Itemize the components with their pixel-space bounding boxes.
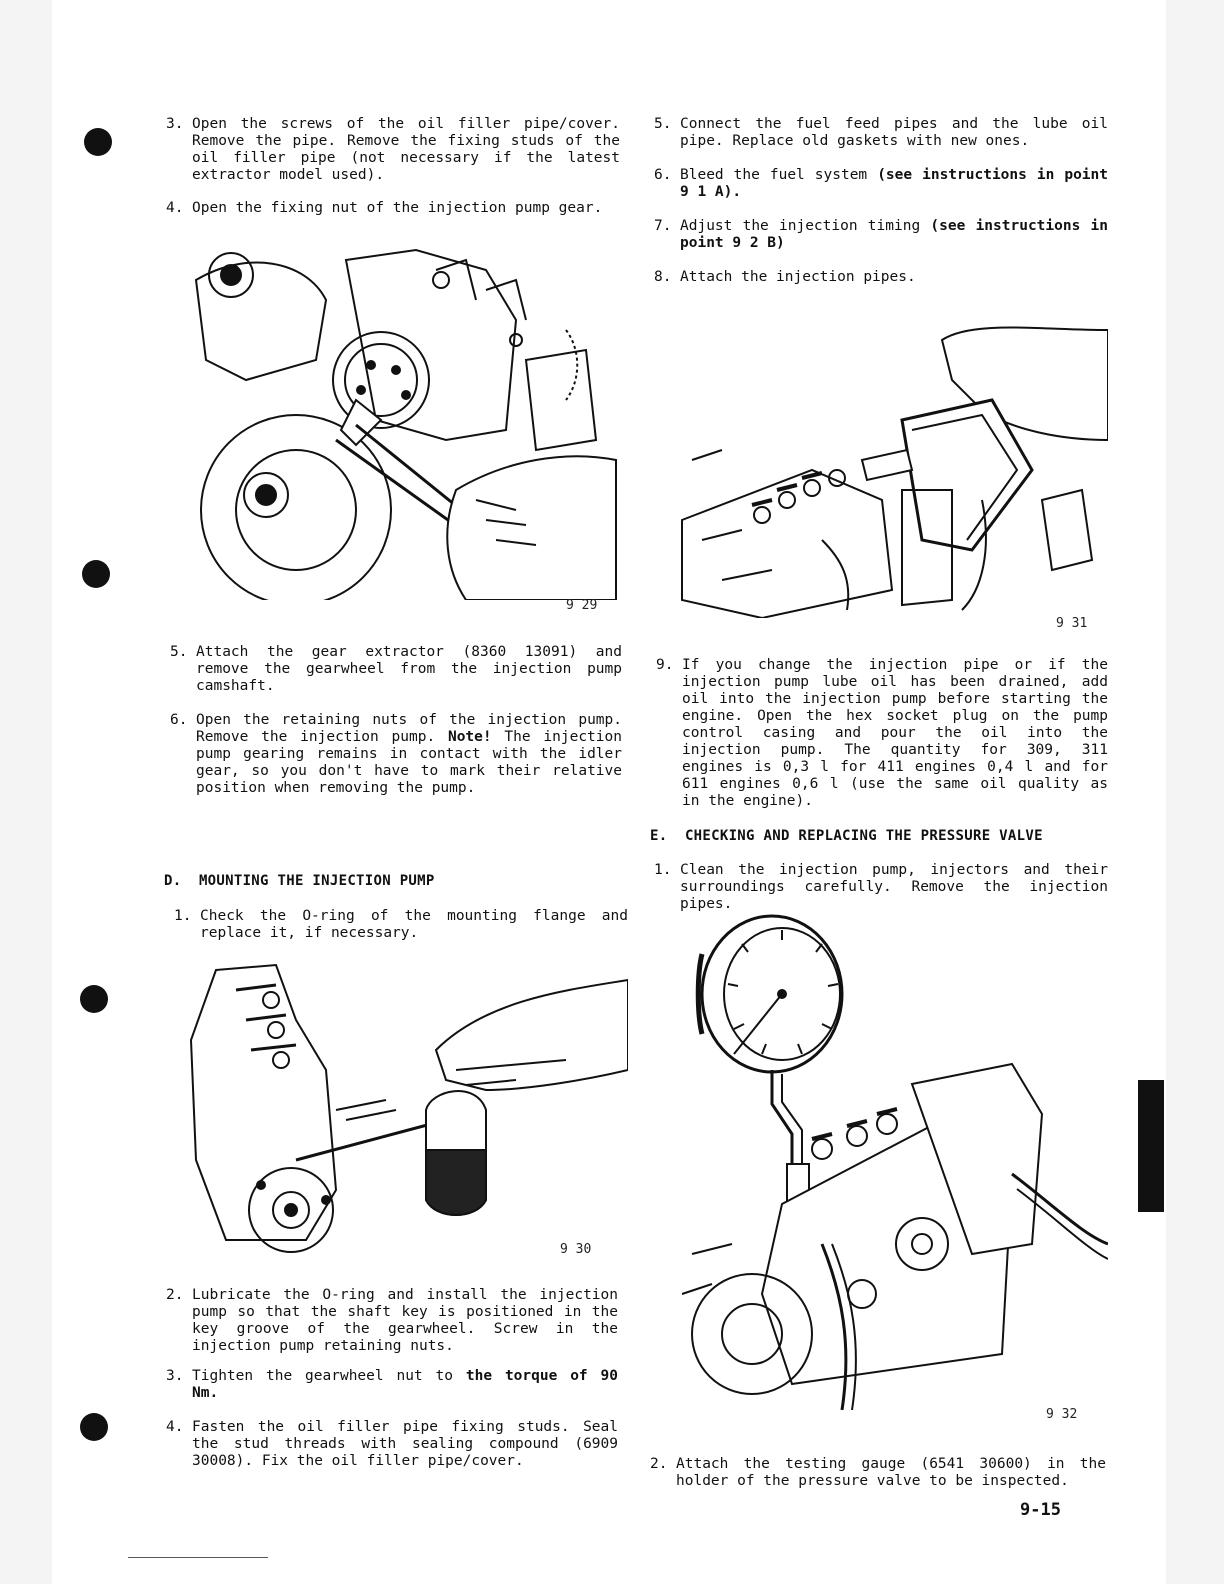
binder-hole-3 <box>80 985 108 1013</box>
figure-oil-pouring <box>662 300 1108 618</box>
step-e-2: 2. Attach the testing gauge (6541 30600) in the holder of the pressure valve to be inspected. <box>650 1456 1106 1489</box>
binder-hole-1 <box>84 128 112 156</box>
binder-hole-2 <box>82 560 110 588</box>
figure-oring-check <box>186 960 628 1256</box>
step-left-3b: 3. Tighten the gearwheel nut to the torque of 90 Nm. <box>166 1368 618 1401</box>
step-right-8: 8. Attach the injection pipes. <box>654 269 916 285</box>
step-right-9: 9. If you change the injection pipe or if the injection pump lube oil has been drained, add oil into the injection pump before starting the engine. Open the hex socket plug on the pump control casing and pour the oil into the injection pump. The quantity for 309, 311 engines is 0,3 l for 411 engines 0,4 l and for 611 engines 0,6 l (use the same oil quality as in the engine). <box>656 657 1108 809</box>
step-e-1: 1. Clean the injection pump, injectors and their surroundings carefully. Remove the injection pipes. <box>654 862 1108 912</box>
figure-pressure-gauge <box>672 914 1108 1410</box>
chapter-tab-marker <box>1138 1080 1164 1212</box>
step-left-3: 3. Open the screws of the oil filler pipe/cover. Remove the pipe. Remove the fixing studs of the oil filler pipe (not necessary if the latest extractor model used). <box>166 116 620 183</box>
step-d-1: 1. Check the O-ring of the mounting flange and replace it, if necessary. <box>174 908 628 941</box>
section-d-heading: D. MOUNTING THE INJECTION PUMP <box>164 873 435 889</box>
figure-caption-9-29: 9 29 <box>566 598 598 613</box>
step-left-4b: 4. Fasten the oil filler pipe fixing studs. Seal the stud threads with sealing compound (6909 30008). Fix the oil filler pipe/cover. <box>166 1419 618 1469</box>
figure-caption-9-31: 9 31 <box>1056 616 1088 631</box>
step-right-5: 5. Connect the fuel feed pipes and the lube oil pipe. Replace old gaskets with new ones. <box>654 116 1108 149</box>
figure-caption-9-32: 9 32 <box>1046 1407 1078 1422</box>
figure-caption-9-30: 9 30 <box>560 1242 592 1257</box>
step-left-2: 2. Lubricate the O-ring and install the injection pump so that the shaft key is positioned in the key groove of the gearwheel. Screw in the injection pump retaining nuts. <box>166 1287 618 1354</box>
section-e-heading: E. CHECKING AND REPLACING THE PRESSURE VALVE <box>650 828 1043 844</box>
footer-rule <box>128 1557 268 1558</box>
step-left-5: 5. Attach the gear extractor (8360 13091) and remove the gearwheel from the injection pump camshaft. <box>170 644 622 694</box>
step-right-6: 6. Bleed the fuel system (see instructions in point 9 1 A). <box>654 167 1108 200</box>
step-left-6: 6. Open the retaining nuts of the injection pump. Remove the injection pump. Note! The injection pump gearing remains in contact with the idler gear, so you don't have to mark their relative position when removing the pump. <box>170 712 622 796</box>
step-right-7: 7. Adjust the injection timing (see instructions in point 9 2 B) <box>654 218 1109 251</box>
figure-gear-nut <box>186 240 618 600</box>
binder-hole-4 <box>80 1413 108 1441</box>
page-number: 9-15 <box>1020 1500 1061 1520</box>
step-left-4: 4. Open the fixing nut of the injection pump gear. <box>166 200 603 216</box>
